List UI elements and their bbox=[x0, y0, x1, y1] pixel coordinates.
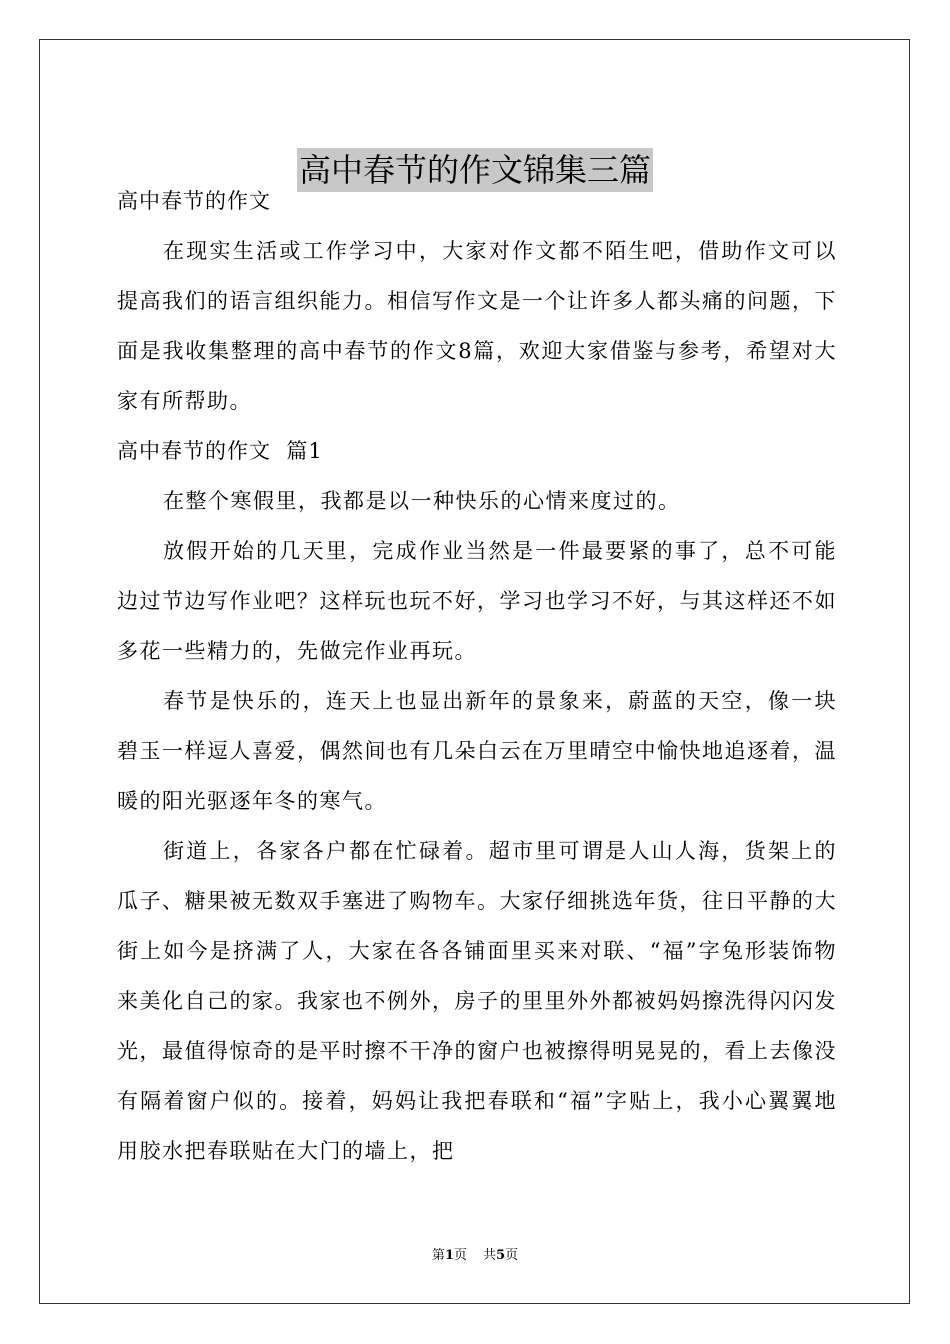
section1-paragraph: 街道上，各家各户都在忙碌着。超市里可谓是人山人海，货架上的瓜子、糖果被无数双手塞进了购物车。大家仔细挑选年货，往日平静的大街上如今是挤满了人，大家在各各铺面里买来对联、“福”字兔形装饰物来美化自己的家。我家也不例外，房子的里里外外都被妈妈擦洗得闪闪发光，最值得惊奇的是平时擦不干净的窗户也被擦得明晃晃的，看上去像没有隔着窗户似的。接着，妈妈让我把春联和“福”字贴上，我小心翼翼地用胶水把春联贴在大门的墙上，把 bbox=[117, 839, 837, 1163]
section-heading-1: 高中春节的作文 篇1 bbox=[117, 439, 323, 463]
document-body bbox=[117, 176, 837, 1176]
page-footer bbox=[0, 1247, 950, 1265]
page-current: 1 bbox=[444, 1248, 454, 1263]
section1-paragraph: 春节是快乐的，连天上也显出新年的景象来，蔚蓝的天空，像一块碧玉一样逗人喜爱，偶然间也有几朵白云在万里晴空中愉快地追逐着，温暖的阳光驱逐年冬的寒气。 bbox=[117, 689, 837, 813]
total-suffix: 页 bbox=[505, 1248, 519, 1263]
document-title: 高中春节的作文锦集三篇 bbox=[297, 148, 653, 192]
total-prefix: 共 bbox=[483, 1248, 497, 1263]
intro-heading: 高中春节的作文 bbox=[117, 189, 271, 213]
page-prefix: 第 bbox=[431, 1248, 445, 1263]
section1-paragraph: 放假开始的几天里，完成作业当然是一件最要紧的事了，总不可能边过节边写作业吧？这样玩也玩不好，学习也学习不好，与其这样还不如多花一些精力的，先做完作业再玩。 bbox=[117, 539, 837, 663]
intro-paragraph: 在现实生活或工作学习中，大家对作文都不陌生吧，借助作文可以提高我们的语言组织能力。相信写作文是一个让许多人都头痛的问题，下面是我收集整理的高中春节的作文8篇，欢迎大家借鉴与参考，希望对大家有所帮助。 bbox=[117, 239, 837, 413]
page-suffix: 页 bbox=[453, 1248, 467, 1263]
section1-paragraph: 在整个寒假里，我都是以一种快乐的心情来度过的。 bbox=[163, 489, 681, 513]
page-total: 5 bbox=[496, 1248, 506, 1263]
